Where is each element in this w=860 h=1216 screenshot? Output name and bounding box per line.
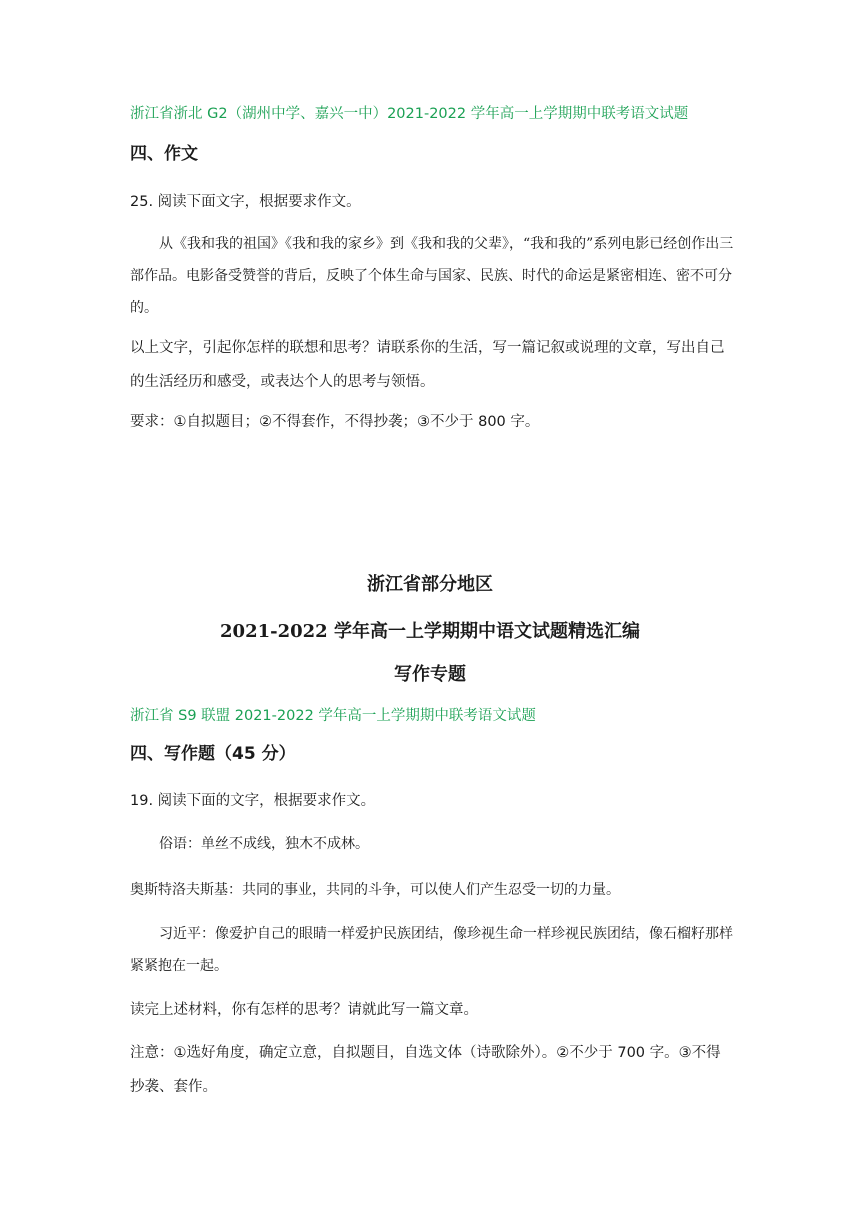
- exam1-material: 从《我和我的祖国》《我和我的家乡》到《我和我的父辈》，“我和我的”系列电影已经创作出三部作品。电影备受赞誉的背后，反映了个体生命与国家、民族、时代的命运是紧密相连、密不可分的。: [130, 236, 734, 316]
- exam1-question: 25. 阅读下面文字，根据要求作文。: [130, 194, 361, 210]
- exam1-requirements: 要求：①自拟题目；②不得套作，不得抄袭；③不少于 800 字。: [130, 414, 540, 430]
- exam2-prompt: 读完上述材料，你有怎样的思考？请就此写一篇文章。: [130, 1002, 478, 1018]
- exam2-quote-proverb: 俗语：单丝不成线，独木不成林。: [159, 836, 369, 852]
- exam2-section-heading: 四、写作题（45 分）: [130, 744, 296, 764]
- exam2-source: 浙江省 S9 联盟 2021-2022 学年高一上学期期中联考语文试题: [130, 708, 536, 724]
- exam1-source: 浙江省浙北 G2（湖州中学、嘉兴一中）2021-2022 学年高一上学期期中联考语文试题: [130, 106, 689, 122]
- exam1-prompt: 以上文字，引起你怎样的联想和思考？请联系你的生活，写一篇记叙或说理的文章，写出自己的生活经历和感受，或表达个人的思考与领悟。: [130, 340, 725, 390]
- compilation-title-years: 2021-2022 学年高一上学期期中语文试题精选汇编: [220, 621, 640, 642]
- exam2-notes: 注意：①选好角度，确定立意，自拟题目，自选文体（诗歌除外）。②不少于 700 字。③不得抄袭、套作。: [130, 1045, 721, 1095]
- exam2-quote-ostrovsky: 奥斯特洛夫斯基：共同的事业，共同的斗争，可以使人们产生忍受一切的力量。: [130, 882, 620, 898]
- compilation-title-topic: 写作专题: [394, 664, 466, 685]
- exam2-quote-xi: 习近平：像爱护自己的眼睛一样爱护民族团结，像珍视生命一样珍视民族团结，像石榴籽那样紧紧抱在一起。: [130, 926, 733, 974]
- exam2-question: 19. 阅读下面的文字，根据要求作文。: [130, 793, 376, 809]
- compilation-title-region: 浙江省部分地区: [367, 574, 493, 595]
- exam1-section-heading: 四、作文: [130, 144, 198, 164]
